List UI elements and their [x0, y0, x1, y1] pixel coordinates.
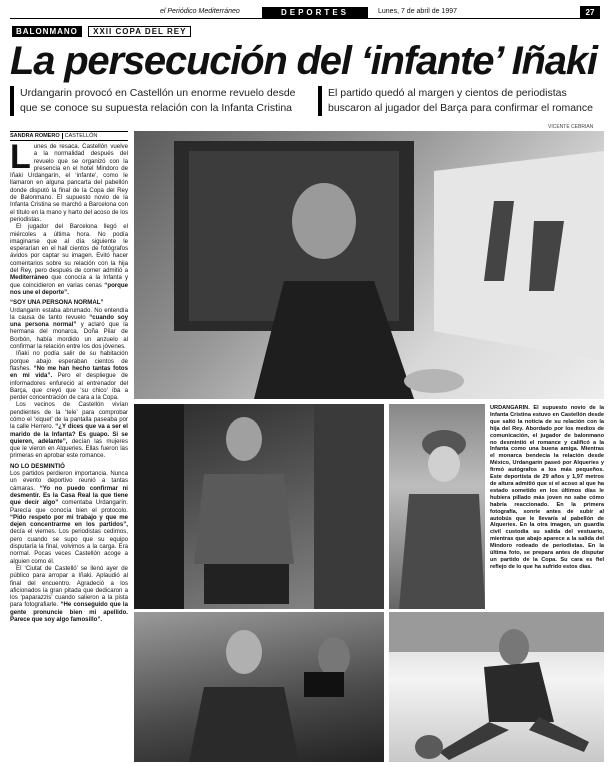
publication-name: el Periódico Mediterráneo	[160, 8, 240, 15]
kicker-event: XXII COPA DEL REY	[88, 26, 191, 37]
byline	[10, 131, 128, 141]
article-paragraph	[10, 350, 128, 401]
article-text: Urdangarin estaba abrumado. No entendía la causa de tanto revuelo	[10, 306, 128, 321]
subheading: “SOY UNA PERSONA NORMAL”	[10, 299, 104, 307]
photo-court-stretch	[389, 612, 604, 762]
running-header	[10, 7, 600, 19]
article-paragraph	[10, 223, 128, 296]
photo-hotel-press-image	[134, 612, 384, 762]
article-text: unes de resaca. Castellón vuelve a la normalidad después del revuelo que se organizó con la presencia en el hotel Mindoro de Iñaki Urdangarín, el ‘infante’, como le llamaron en alguna pancarta del pabellón donde disputó la final de la Copa del Rey de Balonmano. El supuesto novio de la Infanta Cristina se marchó a Barcelona con el título en la mano y harto del acoso de los periodistas.	[10, 143, 128, 223]
photo-locker-exit	[134, 404, 384, 609]
article-paragraph	[10, 307, 128, 351]
article-text: Iñaki no podía salir de su habitación porque abajo esperaban cientos de flashes.	[10, 350, 128, 372]
article-quote: “Yo no puedo confirmar ni desmentir. Es la Casa Real la que tiene que decir algo”	[10, 484, 128, 507]
photo-court-stretch-image	[389, 612, 604, 762]
article-text: que conocía a la Infanta y que coincidieron en varias cenas	[10, 274, 128, 289]
photo-hotel-press	[134, 612, 384, 762]
drop-cap: L	[10, 143, 31, 176]
page-number: 27	[580, 6, 600, 19]
article-body	[10, 143, 128, 761]
article-paragraph	[10, 143, 128, 223]
photo-caption: URDANGARIN. El supuesto novio de la Infanta Cristina estuvo en Castellón desde que saltó la noticia de su relación con la hija del Rey. Abordado por los medios de comunicación, el jugador de balonmano no desmintió el romance y calificó a la Infanta como una buena amiga. Mientras el monarca bendecía la relación desde México, Urdangarin paseó por Alqueries y firmó autógrafos a los más pequeños. Este deportista de 29 años y 1,97 metros de altura admitió que sí el acoso al que ha estado sometido en los últimos días le hubiera pillado más joven no sabe cómo habría reaccionado. En la primera fotografía, sonríe antes de subir al autobús que le llevaría al pabellón de Alqueries. En la otra imagen, un guardia civil custodia su salida del vestuario, mientras que abajo aparece a la salida del Mindoro rodeado de periodistas. En la última foto, se prepara antes de disputar un partido de la Copa. Su cara es fiel reflejo de lo que ha sufrido estos días.	[490, 405, 604, 570]
article-quote: “Pido respeto por mi trabajo y que me dejen concentrarme en los partidos”,	[10, 513, 128, 529]
byline-author: SANDRA ROMERO	[10, 133, 60, 139]
photo-guard-image	[389, 404, 485, 609]
article-quote: “He conseguido que la gente pronuncie bien mi apellido. Parece que soy algo famosillo”.	[10, 601, 128, 623]
deck-left: Urdangarin provocó en Castellón un enorme revuelo desde que se conoce su supuesta relación con la Infanta Cristina	[10, 86, 308, 116]
article-text: Los vecinos de Castellón vivían pendientes de la ‘tele’ para comprobar cómo el ‘xiquet’ de la pantalla paseaba por la calle Herrero.	[10, 401, 128, 431]
deck-right: El partido quedó al margen y cientos de periodistas buscaron al jugador del Barça para confirmar el romance	[318, 86, 600, 116]
article-bold: Mediterráneo	[10, 274, 49, 282]
article-text: decían las mujeres que le vieron en Alqueries. Ellas fueron las primeras en aprobar este romance.	[10, 437, 128, 460]
article-quote: “No me han hecho tantas fotos en mi vida”.	[10, 364, 128, 380]
article-text: El jugador del Barcelona llegó el miércoles a última hora. No podía imaginarse que al día siguiente le esperarían en el hall cientos de fotógrafos ávidos por captar su imagen. Evitó hacer comentarios sobre su relación con la hija del Rey, pero después de comer admitió a	[10, 223, 128, 275]
byline-place: CASTELLÓN	[62, 133, 98, 139]
article-paragraph	[10, 470, 128, 565]
article-text: decía el viernes. Los periodistas cedimos, pero cuando se supo que su equipo disputaría la final, volvimos a la carga. Era normal. Pocas veces Castellón acoge a alguien como él.	[10, 528, 128, 565]
kicker	[12, 26, 191, 37]
article-paragraph	[10, 401, 128, 459]
photo-bus-window	[134, 131, 604, 399]
page-title: La persecución del ‘infante’ Iñaki	[10, 39, 597, 83]
article-quote: “cuando soy una persona normal”	[10, 313, 128, 329]
article-text: El ‘Ciutat de Castelló’ se llenó ayer de público para arropar a Iñaki. Aplaudió al final del encuentro. Agradeció a los aficionados la gran pitada que dedicaron a los ‘paparazzis’ cuando salieron a la pista para fotografiarle.	[10, 564, 128, 609]
photo-bus-window-image	[134, 131, 604, 399]
article-text: Los partidos perdieron importancia. Nunca un evento deportivo reunió a tantas cámaras.	[10, 470, 128, 492]
photo-guard	[389, 404, 485, 609]
article-text: Pero el despliegue de informadores enfureció al entrenador del Barça, que creyó que ‘su chico’ iba a perder concentración de cara a la Copa.	[10, 372, 128, 402]
article-text: y aclaró que la hermana del monarca, Doña Pilar de Borbón, había mordido un anzuelo al confirmar la relación entre los dos jóvenes.	[10, 321, 128, 351]
article-quote: “¿Y dices que va a ser el marido de la Infanta? Es guapo. Si se quieren, adelante”,	[10, 423, 128, 445]
subheading: NO LO DESMINTIÓ	[10, 462, 65, 470]
photo-locker-exit-image	[134, 404, 384, 609]
issue-date: Lunes, 7 de abril de 1997	[378, 8, 458, 15]
kicker-sport: BALONMANO	[12, 26, 82, 37]
article-text: comentaba Urdangarín. Parecía que conocía bien el protocolo.	[10, 499, 128, 514]
article-paragraph	[10, 565, 128, 623]
photo-credit: VICENTE CEBRIAN	[548, 124, 594, 130]
article-quote: “porque nos une el deporte”.	[10, 281, 128, 296]
section-label: DEPORTES	[262, 7, 368, 19]
